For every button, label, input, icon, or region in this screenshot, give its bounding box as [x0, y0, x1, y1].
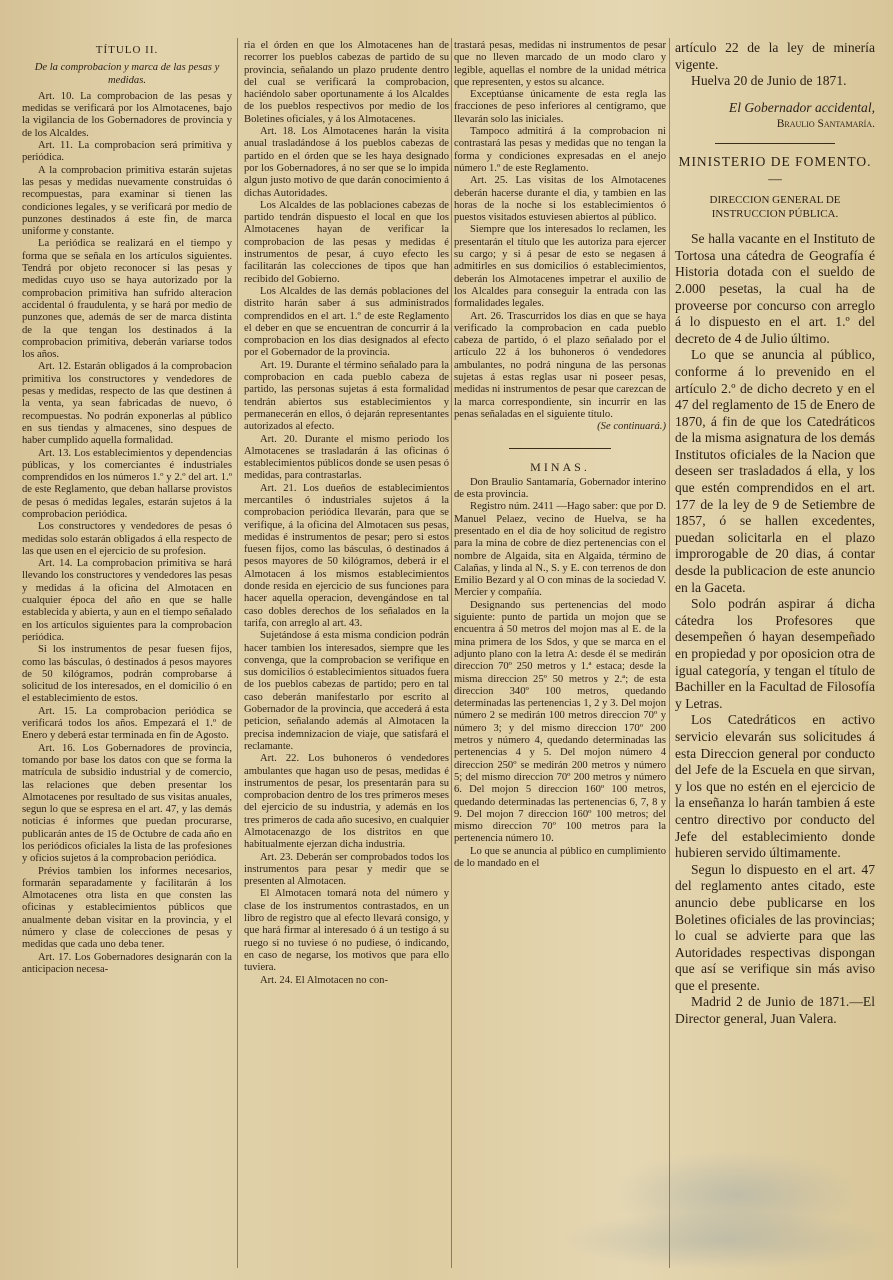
paragraph: Art. 19. Durante el término señalado para la comprobacion en cada pueblo cabeza de partido, las personas sujetas á esta formalidad tendrán abiertos sus establecimientos y permanecerán en ellos, ó dejarán representantes autorizados al efecto.: [244, 359, 449, 433]
heading-dash: —: [768, 170, 782, 186]
paragraph: Art. 24. El Almotacen no con-: [260, 974, 388, 986]
minas-heading: MINAS.: [530, 459, 590, 474]
column-3: [454, 40, 666, 1270]
paragraph: Se halla vacante en el Instituto de Tortosa una cátedra de Geografía é Historia dotada con el sueldo de 2.000 pesetas, la cual ha de proveerse por concurso con arreglo á lo dispuesto en el art. 1.º del decreto de 4 de Julio último.: [675, 231, 875, 346]
signature-title: El Gobernador accidental,: [728, 99, 875, 115]
minas-intro: Don Braulio Santamaría, Gobernador interino de esta provincia.: [454, 476, 666, 501]
signature-name: Braulio Santamaría.: [776, 118, 875, 131]
minas-date: Huelva 20 de Junio de 1871.: [691, 73, 847, 89]
paragraph: Art. 25. Las visitas de los Almotacenes deberán hacerse durante el dia, y tambien en las horas de la noche si los establecimientos ó puestos visitados estuviesen abiertos al público.: [454, 175, 666, 224]
ministerio-heading: MINISTERIO DE FOMENTO.: [678, 153, 872, 169]
column-1: [22, 40, 232, 1270]
paragraph: Segun lo dispuesto en el art. 47 del reglamento antes citado, este anuncio debe publicarse en los Boletines oficiales de las provincias; lo cual se advierte para que las Autoridades respectivas dispongan que así se verifique sin más aviso que el presente.: [675, 861, 875, 993]
paragraph: Lo que se anuncia al público, conforme á lo prevenido en el artículo 2.º de dicho decreto y en el 47 del reglamento de 15 de Enero de 1870, á fin de que los Catedráticos de la misma asignatura de los demás Institutos oficiales de la Nacion que deseen ser trasladados á ella, y los que estén comprendidos en el art. 177 de la ley de 9 de Setiembre de 1857, ó se hallen excedentes, puedan solicitarla en el plazo improrogable de 20 dias, á contar desde la publicacion de este anuncio en la Gaceta.: [675, 347, 875, 595]
section-separator: [509, 448, 611, 449]
paragraph: Los Alcaldes de las demás poblaciones del distrito harán saber á sus administrados comprendidos en el art. 1.º de este Reglamento el deber en que se encuentran de concurrir á la comprobacion en los dias designados al efecto por el Gobernador de la provincia.: [244, 285, 449, 359]
paragraph: La periódica se realizará en el tiempo y forma que se señala en los artículos siguientes. Tendrá por objeto reconocer si las pesas y medidas cuyo uso se haya autorizado por la comprobacion primitiva han sufrido alteracion accidental ó fraudulenta, y se hará por medio de punzones que, además de ser de marca distinta de la que tengan los destinados á la comprobacion primitiva, deberán variarse todos los años.: [22, 238, 232, 361]
paragraph: Lo que se anuncia al público en cumplimiento de lo mandado en el: [454, 845, 666, 869]
paragraph: Designando sus pertenencias del modo siguiente: punto de partida un mojon que se encuentra á 50 metros del mojon mas al E. de la mina primera de los Sdos, y que se marca en el adjunto plano con la letra A: desde él se medirán direccion 70º 250 metros y 1.ª estaca; desde la misma direccion 25º 50 metros y 2.ª; de esta direccion 340º 100 metros, quedando determinadas las pertenencias 1, 2 y 3. Del mojon número 2 se medirán 100 metros direccion 70º y número 3; y del mismo direccion 170º 200 metros y número 4, quedando determinadas las pertenencias 4 y 5. Del mojon número 4 direccion 250º se medirán 200 metros y número 5; del mismo direccion 70º 200 metros y número 6. Del mojon 5 direccion 160º 100 metros, quedando determinadas las pertenencias 6, 7, 8 y 9. Del mojon 7 direccion 160º 100 metros; del mismo direccion 70º 100 metros para la pertenencia número 10.: [454, 599, 666, 845]
paragraph: Art. 12. Estarán obligados á la comprobacion primitiva los constructores y vendedores de pesas y medidas, respecto de las que destinen á la venta, ya sean fabricadas de nuevo, ó recompuestas. No podrán exponerlas al público en sus tiendas y almacenes, sino despues de haber cumplido aquella formalidad.: [22, 361, 232, 447]
paragraph: El Almotacen tomará nota del número y clase de los instrumentos contrastados, en un libro de registro que al efecto llevará consigo, y que hará firmar al interesado ó á un testigo á su ruego si no tuviese ó no pudiese, ó indicando, en caso de negarse, los motivos que para ello tuviera.: [244, 888, 449, 974]
paragraph: Art. 26. Trascurridos los dias en que se haya verificado la comprobacion en cada pueblo cabeza de partido, ó el plazo señalado por el artículo 22 á los buhoneros ó vendedores ambulantes, no podrá ninguna de las personas sujetas á estas reglas usar ni poseer pesas, medidas ni instrumentos de pesar que carezcan de la marca correspondiente, sin incurrir en las penas señaladas en el siguiente título.: [454, 310, 666, 420]
column-2-body: [244, 126, 449, 987]
paragraph: Prévios tambien los informes necesarios, formarán separadamente y facilitarán á los Almotacenes otra lista en que consten las oficinas y establecimientos públicos que anualmente deban visitar en la provincia, y el número y clase de colecciones de pesas y medidas que cada uno deba tener.: [22, 865, 232, 951]
paragraph: Art. 13. Los establecimientos y dependencias públicas, y los comerciantes é industriales comprendidos en los números 1.º y 2.º del art. 1.º de este Reglamento, que deban hallarse provistos de pesas ó medidas legales, estarán sujetos á la comprobacion periódica.: [22, 447, 232, 520]
column-2: [244, 40, 449, 1270]
section-subtitle: De la comprobacion y marca de las pesas y medidas.: [34, 62, 220, 86]
column-rule: [237, 38, 238, 1268]
paragraph: Art. 15. La comprobacion periódica se verificará todos los años. Empezará el 1.º de Enero y deberá estar terminada en fin de Agosto.: [22, 705, 232, 742]
paragraph: Art. 23. Deberán ser comprobados todos los instrumentos para pesar y medir que se presenten al Almotacen.: [244, 851, 449, 888]
paragraph: Art. 14. La comprobacion primitiva se hará llevando los constructores y vendedores las pesas y medidas á la oficina del Almotacen en cualquier época del año en que se halle establecida y abierta, y aun en el tiempo señalado en los artículos siguientes para la comprobacion periódica.: [22, 558, 232, 643]
minas-body: [454, 501, 666, 870]
paragraph: Art. 22. Los buhoneros ó vendedores ambulantes que hagan uso de pesas, medidas é instrumentos de pesar, los presentarán para su comprobacion dentro de los tres primeros meses del ejercicio de su industria, y además en los tres primeros de cada año sucesivo, en cualquier Almotacenazgo de los distritos en que habitualmente ejerzan dicha industria.: [244, 753, 449, 851]
ink-stain: [560, 1210, 890, 1270]
column-4: [675, 40, 875, 1270]
paragraph: Sujetándose á esta misma condicion podrán hacer tambien los interesados, siempre que les convenga, que la comprobacion se verifique en sus domicilios ó establecimientos situados fuera de los pueblos cabezas de partido; pero en tal caso deberán manifestarlo por escrito al Gobernador de la provincia, que accederá á esta peticion, señalando además al Almotacen la precisa indemnizacion de viaje, que satisfará el reclamante.: [244, 630, 449, 752]
column-rule: [669, 38, 670, 1268]
paragraph: Art. 18. Los Almotacenes harán la visita anual trasladándose á los pueblos cabezas de partido en el órden que se les haya designado por los Gobernadores, á no ser que se lo impida algun justo motivo de que darán conocimiento á dichas Autoridades.: [244, 126, 449, 199]
paragraph: Art. 16. Los Gobernadores de provincia, tomando por base los datos con que se forma la matrícula de subsidio industrial y de comercio, las relaciones que deben presentar los Almotacenes por resultado de sus visitas anuales, segun lo que se espresa en el art. 47, y las demás noticias é informes que puedan procurarse, publicarán antes de 15 de Octubre de cada año en los periódicos oficiales la lista de las profesiones y oficios sujetos á la comprobacion periódica.: [22, 742, 232, 865]
paragraph: Solo podrán aspirar á dicha cátedra los Profesores que desempeñen ó hayan desempeñado en propiedad y por oposicion otra de igual categoría, y tengan el título de Bachiller en la Facultad de Filosofía y Letras.: [675, 596, 875, 711]
paragraph: Art. 11. La comprobacion será primitiva y periódica.: [22, 140, 232, 164]
paragraph: Los Catedráticos en activo servicio elevarán sus solicitudes á esta Direccion general por conducto del Jefe de la Escuela en que sirvan, y los que no estén en el ejercicio de la enseñanza lo harán tambien á este centro directivo por conducto del Jefe del establecimiento donde hubieren servido últimamente.: [675, 712, 875, 861]
column-3-body: [454, 89, 666, 421]
column-4-body: [675, 231, 875, 994]
section-title: TÍTULO II.: [95, 44, 159, 56]
paragraph: ria el órden en que los Almotacenes han de recorrer los pueblos cabezas de partido de su provincia, señalando un plazo prudente dentro del cual se verificará la comprobacion, haciéndolo saber oportunamente á los Alcaldes de los pueblos respectivos por medio de los Boletines oficiales, y á los Almotacenes.: [244, 40, 449, 125]
paragraph: Art. 21. Los dueños de establecimientos mercantiles ó industriales sujetos á la comprobacion periódica llevarán, para que se verifique, á la oficina del Almotacen sus pesas, medidas é instrumentos de pesar; pero si estos fuesen fijos, como las básculas, ó destinados á pesos mayores de 50 kilógramos, deberá ir el Almotacen á los mismos establecimientos donde resida en ejercicio de sus funciones para hacer aquella operacion, devengándose en tal caso dobles derechos de los señalados en la tarifa, con arreglo al art. 43.: [244, 482, 449, 629]
paragraph: Registro núm. 2411 —Hago saber: que por D. Manuel Pelaez, vecino de Huelva, se ha presentado en el dia de hoy solicitud de registro para la mina de cobre de diez pertenencias con el nombre de Algaida, sita en Algaida, término de Calañas, y linda al N., S. y E. con terrenos de don Emilio Bezard y al O con minas de la sociedad V. Mercier y compañía.: [454, 501, 666, 599]
paragraph: Los Alcaldes de las poblaciones cabezas de partido tendrán dispuesto el local en que los Almotacenes hayan de verificar la comprobacion de las pesas y medidas é instrumentos de pesar, á cuyo efecto les facilitarán las colecciones de tipos que han recibido del Gobierno.: [244, 199, 449, 285]
paragraph: Si los instrumentos de pesar fuesen fijos, como las básculas, ó destinados á pesos mayores de 50 kilógramos, podrán comprobarse á solicitud de los interesados, en el domicilio ó en el establecimiento de estos.: [22, 644, 232, 705]
section-separator: [715, 143, 835, 144]
closing-signature: Madrid 2 de Junio de 1871.—El Director general, Juan Valera.: [675, 994, 875, 1027]
paragraph: Art. 20. Durante el mismo periodo los Almotacenes se trasladarán á las oficinas ó establecimientos públicos donde se usen pesas ó medidas, para contrastarlas.: [244, 433, 449, 482]
paragraph: Los constructores y vendedores de pesas ó medidas solo estarán obligados á ella respecto de las que usen en el ejercicio de su profesion.: [22, 521, 232, 557]
paragraph: Art. 10. La comprobacion de las pesas y medidas se verificará por los Almotacenes, bajo la vigilancia de los Gobernadores de provincia y de los Alcaldes.: [22, 90, 232, 139]
paragraph: Art. 17. Los Gobernadores designarán con la anticipacion necesa-: [22, 951, 232, 975]
column-1-body: [22, 91, 232, 976]
paragraph: Tampoco admitirá á la comprobacion ni contrastará las pesas y medidas que no tengan la forma y condiciones expresadas en el anejo número 1.º de este Reglamento.: [454, 126, 666, 174]
column-rule: [451, 38, 452, 1268]
paragraph: A la comprobacion primitiva estarán sujetas las pesas y medidas nuevamente construidas ó recompuestas, para examinar si tienen las condiciones legales, y se verificará por medio de punzones destinados á este fin, de marca uniforme y constante.: [22, 164, 232, 238]
column-3-continuation: [454, 40, 666, 89]
continued-notice: (Se continuará.): [597, 421, 666, 433]
column-2-continuation: [244, 40, 449, 126]
minas-continuation: artículo 22 de la ley de minería vigente.: [675, 40, 875, 72]
direccion-heading: DIRECCION GENERAL DE INSTRUCCION PÚBLICA.: [709, 194, 841, 221]
paragraph: trastará pesas, medidas ni instrumentos de pesar que no lleven marcado de un modo claro y legible, aquellas el nombre de la unidad métrica que representen, y estos su alcance.: [454, 40, 666, 88]
paragraph: Exceptúanse únicamente de esta regla las fracciones de peso inferiores al centígramo, que llevarán solo las iniciales.: [454, 89, 666, 125]
paragraph: Siempre que los interesados lo reclamen, les presentarán el título que les autoriza para ejercer su cargo; y si á pesar de esto se negasen á admitirles en sus domicilios ó establecimientos, deberán los Almotacenes impetrar el auxilio de los Alcaldes para conseguir la entrada con las formalidades legales.: [454, 224, 666, 310]
